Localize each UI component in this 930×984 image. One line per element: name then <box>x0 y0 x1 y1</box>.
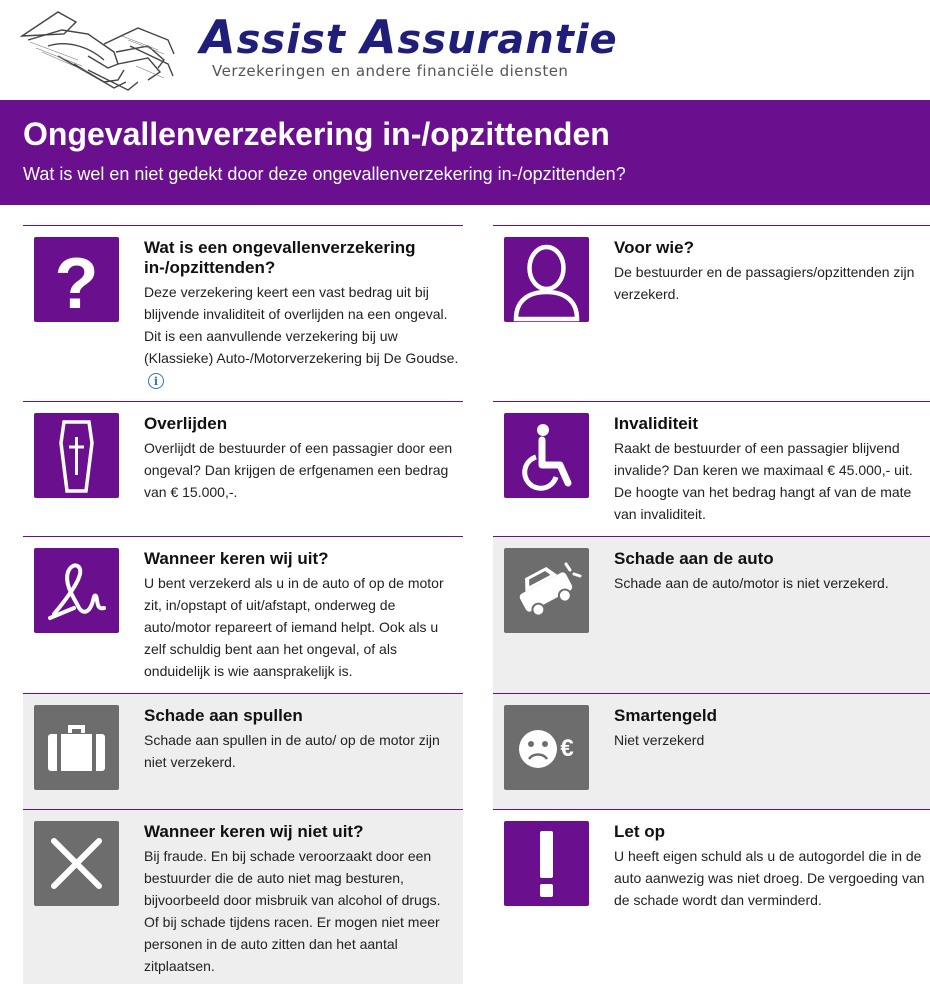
brand-tagline: Verzekeringen en andere financiële diensten <box>212 62 569 80</box>
coverage-tile-attention <box>493 809 930 984</box>
tile-title: Let op <box>614 822 665 841</box>
title-banner <box>0 100 930 205</box>
coverage-tile-pain-compensation <box>493 693 930 809</box>
signature-icon <box>34 548 119 633</box>
brand-name: Assist Assurantie <box>200 10 618 64</box>
coverage-tile-disability <box>493 401 930 536</box>
page-title: Ongevallenverzekering in-/opzittenden <box>23 116 610 152</box>
coverage-tile-belongings <box>23 693 463 809</box>
coverage-tile-car-damage <box>493 536 930 693</box>
coffin-icon <box>34 413 119 498</box>
info-icon[interactable]: i <box>148 373 164 389</box>
person-icon <box>504 237 589 322</box>
suitcase-icon <box>34 705 119 790</box>
tile-text: Overlijdt de bestuurder of een passagier door een ongeval? Dan krijgen de erfgenamen een bedrag van € 15.000,-. <box>144 440 453 500</box>
wheelchair-icon <box>504 413 589 498</box>
tile-title: Wanneer keren wij niet uit? <box>144 822 364 841</box>
tile-title: Wanneer keren wij uit? <box>144 549 329 568</box>
coverage-tile-when-payout <box>23 536 463 693</box>
tile-title: Voor wie? <box>614 238 694 257</box>
coverage-tile-death <box>23 401 463 536</box>
site-header <box>0 0 930 100</box>
page-subtitle: Wat is wel en niet gedekt door deze ongevallenverzekering in-/opzittenden? <box>23 164 626 184</box>
svg-text:?: ? <box>54 244 99 322</box>
cross-icon <box>34 821 119 906</box>
exclamation-icon <box>504 821 589 906</box>
tile-text: Niet verzekerd <box>614 732 705 748</box>
tile-title: Smartengeld <box>614 706 717 725</box>
coverage-tile-what-is <box>23 225 463 401</box>
tile-title: Invaliditeit <box>614 414 699 433</box>
coverage-tile-for-whom <box>493 225 930 401</box>
tile-text: Schade aan spullen in de auto/ op de motor zijn niet verzekerd. <box>144 732 440 770</box>
handshake-logo-icon <box>18 6 178 94</box>
tile-text: Schade aan de auto/motor is niet verzekerd. <box>614 575 889 591</box>
tile-text: Raakt de bestuurder of een passagier blijvend invalide? Dan keren we maximaal € 45.000,- uit. De hoogte van het bedrag hangt af van de mate van invaliditeit. <box>614 440 913 522</box>
crashed-car-icon <box>504 548 589 633</box>
tile-title: Overlijden <box>144 414 228 433</box>
svg-text:€: € <box>560 735 574 762</box>
sad-euro-icon <box>504 705 589 790</box>
tile-text: U bent verzekerd als u in de auto of op de motor zit, in/opstapt of uit/afstapt, onderweg de auto/motor repareert of iemand helpt. Ook als u zelf schuldig bent aan het ongeval, of als onduidelijk is wie aansprakelijk is. <box>144 575 444 679</box>
tile-text: U heeft eigen schuld als u de autogordel die in de auto aanwezig was niet droeg. De vergoeding van de schade wordt dan verminderd. <box>614 848 925 908</box>
tile-title: Schade aan spullen <box>144 706 303 725</box>
tile-text: De bestuurder en de passagiers/opzittenden zijn verzekerd. <box>614 264 915 302</box>
question-icon <box>34 237 119 322</box>
tile-title: Wat is een ongevallenverzekering in-/opzittenden? <box>144 238 416 277</box>
tile-title: Schade aan de auto <box>614 549 774 568</box>
coverage-tile-when-no-payout <box>23 809 463 984</box>
tile-text: Bij fraude. En bij schade veroorzaakt door een bestuurder die de auto niet mag besturen, bijvoorbeeld door misbruik van alcohol of drugs. Of bij schade tijdens racen. Er mogen niet meer personen in de auto zitten dan het aantal zitplaatsen. <box>144 848 441 974</box>
tile-text: Deze verzekering keert een vast bedrag uit bij blijvende invaliditeit of overlijden na een ongeval. Dit is een aanvullende verzekering bij uw (Klassieke) Auto-/Motorverzekering bij De Goudse.i <box>144 284 459 389</box>
